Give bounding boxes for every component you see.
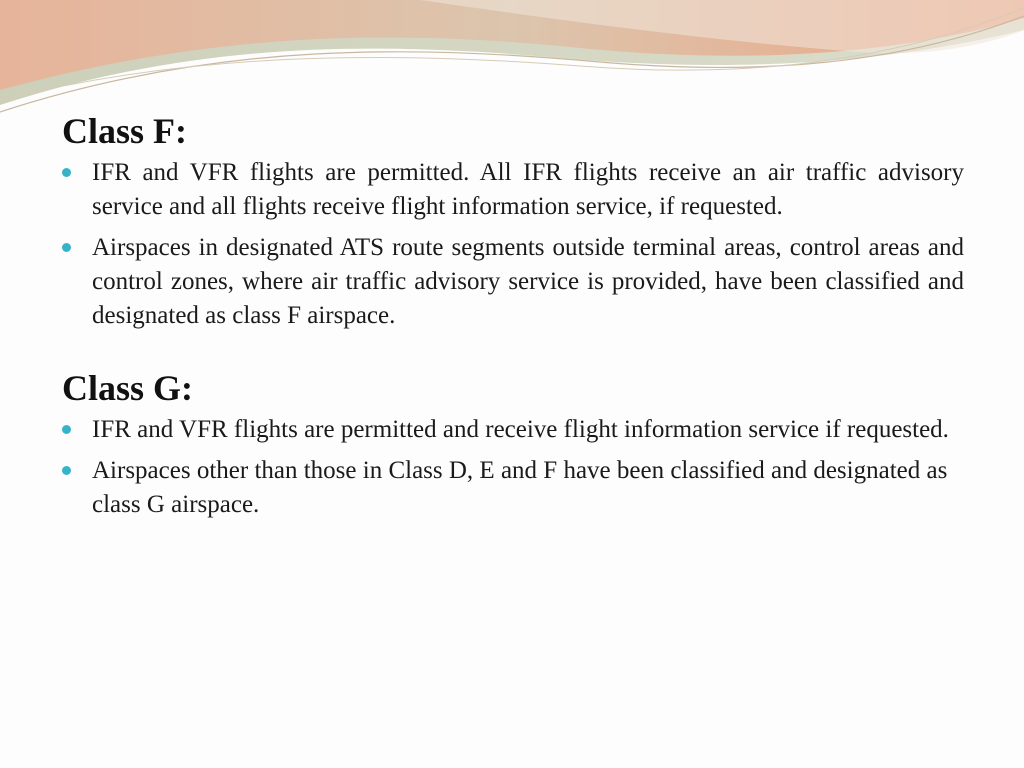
bullet-text: Airspaces other than those in Class D, E and F have been classified and designated as class G airspace. bbox=[92, 457, 948, 518]
bullet-text: Airspaces in designated ATS route segments outside terminal areas, control areas and control zones, where air traffic advisory service is provided, have been classified and designated as class F airspace. bbox=[92, 234, 964, 329]
class-g-bullet-list bbox=[62, 413, 964, 522]
bullet-dot-icon bbox=[62, 466, 71, 475]
list-item bbox=[62, 231, 964, 333]
class-f-heading: Class F: bbox=[62, 111, 187, 151]
header-swoosh-decoration bbox=[0, 0, 1024, 120]
bullet-dot-icon bbox=[62, 243, 71, 252]
class-f-bullet-list bbox=[62, 156, 964, 333]
list-item bbox=[62, 156, 964, 224]
list-item bbox=[62, 413, 964, 447]
bullet-dot-icon bbox=[62, 425, 71, 434]
bullet-text: IFR and VFR flights are permitted and receive flight information service if requested. bbox=[92, 416, 949, 443]
slide-content bbox=[62, 108, 964, 529]
bullet-dot-icon bbox=[62, 168, 71, 177]
bullet-text: IFR and VFR flights are permitted. All IFR flights receive an air traffic advisory service and all flights receive flight information service, if requested. bbox=[92, 159, 964, 220]
list-item bbox=[62, 454, 964, 522]
class-g-heading: Class G: bbox=[62, 368, 194, 408]
